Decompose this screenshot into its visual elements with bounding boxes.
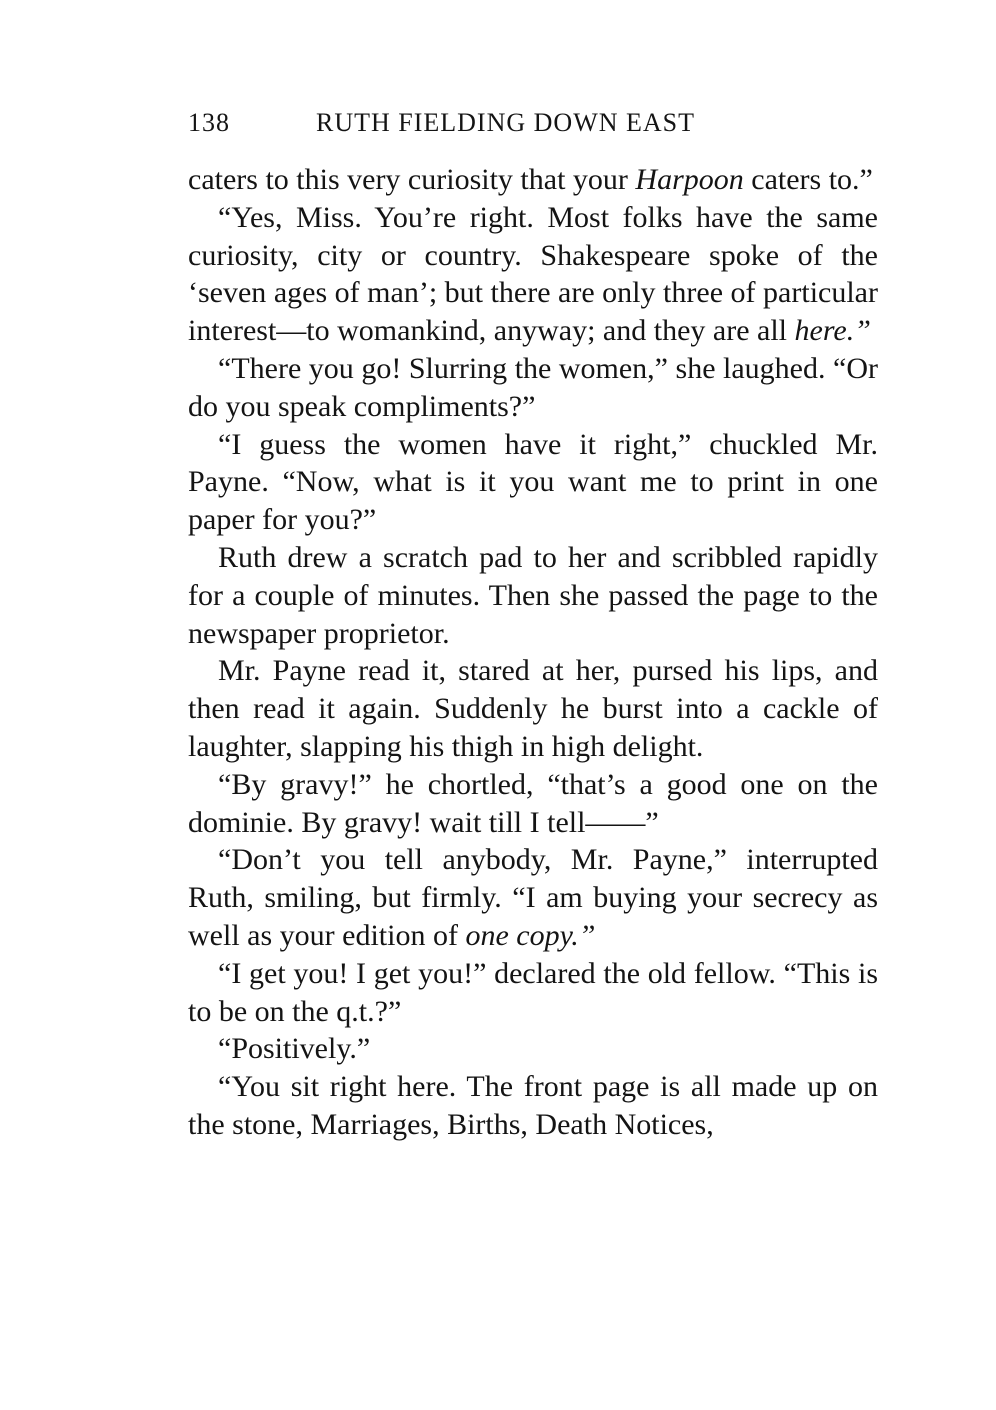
paragraph: “Don’t you tell anybody, Mr. Payne,” interrupted Ruth, smiling, but firmly. “I am buying your secrecy as well as your edition of one copy.” [188, 843, 878, 952]
paragraph: “Positively.” [218, 1032, 371, 1066]
body-text [188, 161, 878, 1144]
paragraph: “I get you! I get you!” declared the old fellow. “This is to be on the q.t.?” [188, 956, 878, 1028]
paragraph: “There you go! Slurring the women,” she laughed. “Or do you speak compliments?” [188, 351, 878, 423]
paragraph: caters to this very curiosity that your Harpoon caters to.” [188, 163, 873, 196]
italic-text: here.” [794, 314, 871, 348]
paragraph: “I guess the women have it right,” chuckled Mr. Payne. “Now, what is it you want me to print in one paper for you?” [188, 427, 878, 537]
page-number: 138 [188, 108, 230, 137]
paragraph: “You sit right here. The front page is all made up on the stone, Marriages, Births, Death Notices, [188, 1070, 878, 1141]
italic-text: one copy.” [465, 918, 596, 952]
paragraph: “Yes, Miss. You’re right. Most folks have the same curiosity, city or country. Shakespeare spoke of the ‘seven ages of man’; but there are only three of particular interest—to womankind, anyway; and they are all here.” [188, 200, 878, 348]
paragraph: Mr. Payne read it, stared at her, pursed his lips, and then read it again. Suddenly he burst into a cackle of laughter, slapping his thigh in high delight. [188, 654, 878, 763]
paragraph: Ruth drew a scratch pad to her and scribbled rapidly for a couple of minutes. Then she passed the page to the newspaper proprietor. [188, 540, 878, 650]
running-header [188, 108, 878, 144]
running-title: RUTH FIELDING DOWN EAST [316, 108, 696, 137]
paragraph: “By gravy!” he chortled, “that’s a good one on the dominie. By gravy! wait till I tell——” [188, 767, 878, 839]
italic-text: Harpoon [635, 163, 744, 196]
